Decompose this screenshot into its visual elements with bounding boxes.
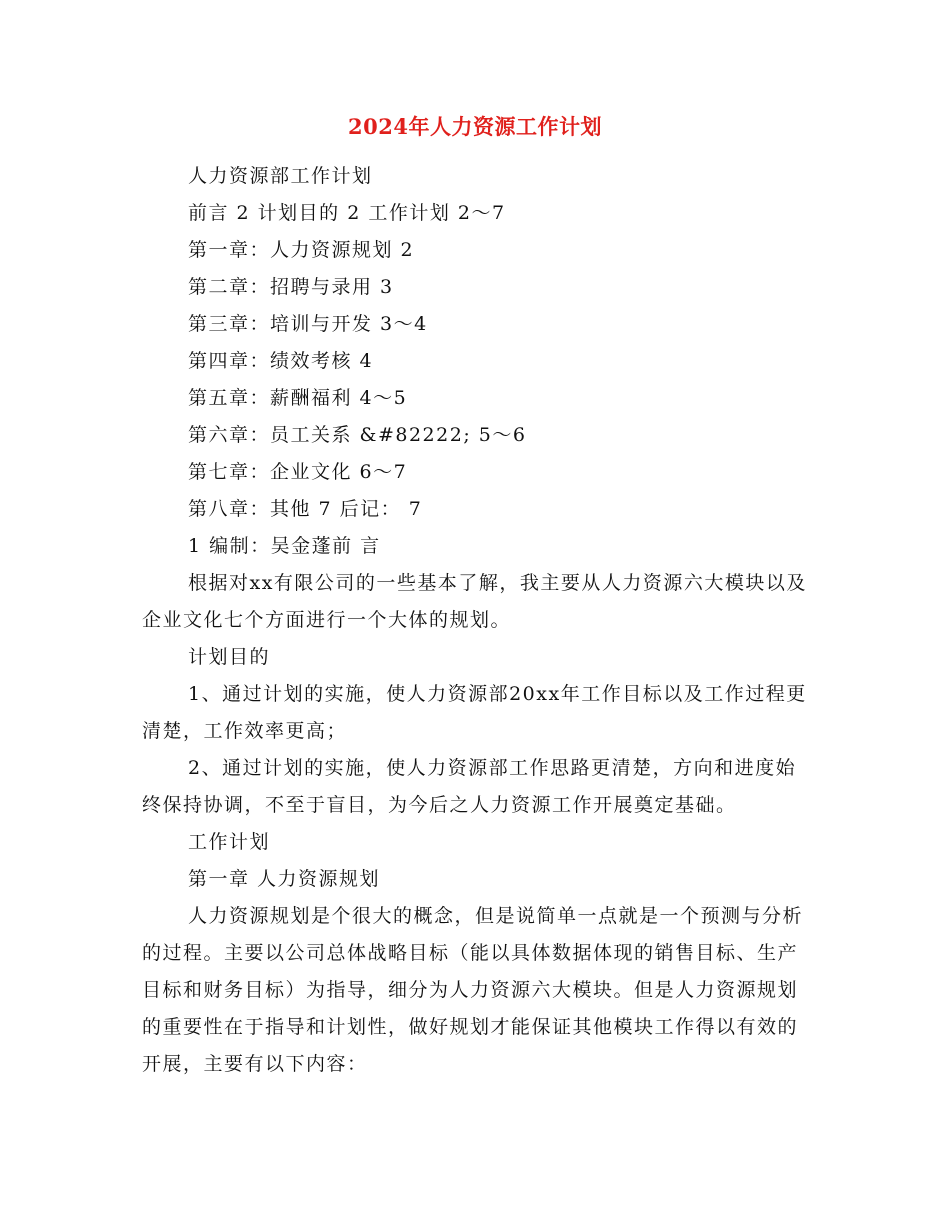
section-heading-work-plan: 工作计划 — [188, 831, 271, 853]
toc-line-chapter-8: 第八章：其他 7 后记： 7 — [188, 498, 423, 520]
toc-line-chapter-6: 第六章：员工关系 &#82222; 5～6 — [188, 424, 527, 446]
chapter-heading-1: 第一章 人力资源规划 — [188, 868, 381, 890]
toc-line-chapter-4: 第四章：绩效考核 4 — [188, 350, 374, 372]
toc-line-preface: 前言 2 计划目的 2 工作计划 2～7 — [188, 202, 506, 224]
paragraph-intro: 根据对xx有限公司的一些基本了解，我主要从人力资源六大模块以及企业文化七个方面进行一个大体的规划。 — [142, 572, 807, 631]
section-heading-purpose: 计划目的 — [188, 646, 271, 668]
toc-line-chapter-1: 第一章：人力资源规划 2 — [188, 239, 415, 261]
paragraph-purpose-1: 1、通过计划的实施，使人力资源部20xx年工作目标以及工作过程更清楚，工作效率更高； — [142, 683, 807, 742]
toc-line-chapter-3: 第三章：培训与开发 3～4 — [188, 313, 428, 335]
toc-line-chapter-2: 第二章：招聘与录用 3 — [188, 276, 394, 298]
paragraph-hr-planning: 人力资源规划是个很大的概念，但是说简单一点就是一个预测与分析的过程。主要以公司总体战略目标（能以具体数据体现的销售目标、生产目标和财务目标）为指导，细分为人力资源六大模块。但是人力资源规划的重要性在于指导和计划性，做好规划才能保证其他模块工作得以有效的开展，主要有以下内容： — [142, 905, 804, 1075]
document-body — [142, 158, 812, 1083]
toc-line-chapter-5: 第五章：薪酬福利 4～5 — [188, 387, 408, 409]
paragraph-purpose-2: 2、通过计划的实施，使人力资源部工作思路更清楚，方向和进度始终保持协调，不至于盲目，为今后之人力资源工作开展奠定基础。 — [142, 757, 797, 816]
document-title: 2024年人力资源工作计划 — [348, 114, 602, 139]
author-line: 1 编制：吴金蓬前 言 — [188, 535, 381, 557]
toc-line-chapter-7: 第七章：企业文化 6～7 — [188, 461, 408, 483]
paragraph-heading-hr-plan: 人力资源部工作计划 — [188, 165, 373, 187]
